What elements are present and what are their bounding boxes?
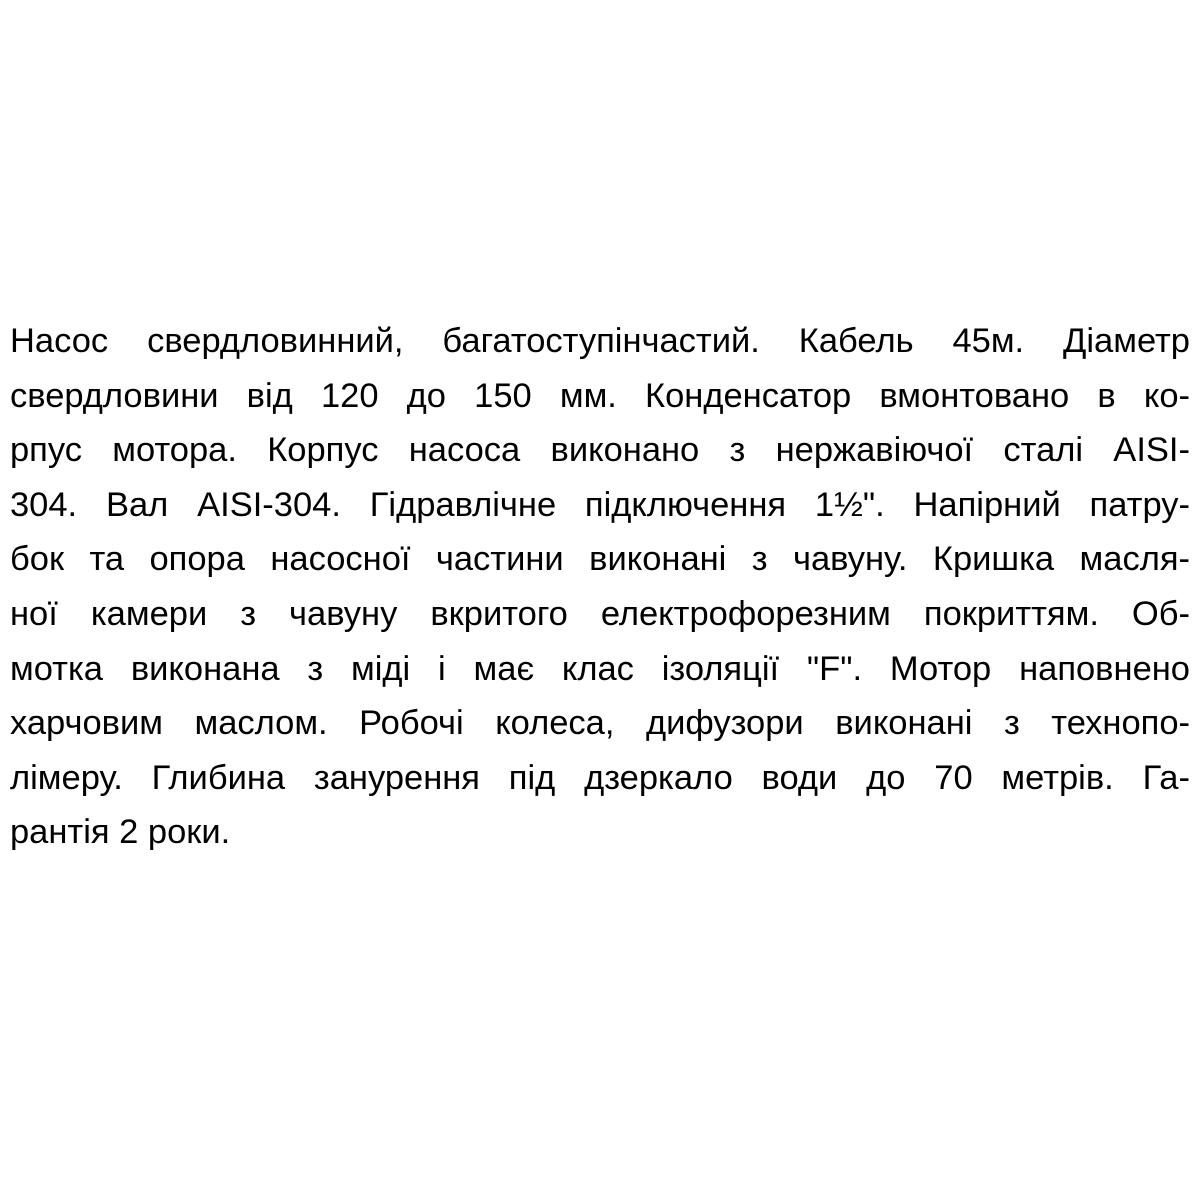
description-line-8: харчовим маслом. Робочі колеса, дифузори виконані з технопо-: [10, 704, 1190, 743]
description-line-3: рпус мотора. Корпус насоса виконано з нержавіючої сталі AISI-: [10, 431, 1190, 470]
description-line-4: 304. Вал AISI-304. Гідравлічне підключення 1½". Напірний патру-: [10, 485, 1190, 524]
description-line-9: лімеру. Глибина занурення під дзеркало води до 70 метрів. Га-: [10, 758, 1190, 797]
product-description: [10, 314, 1190, 860]
description-line-6: ної камери з чавуну вкритого електрофорезним покриттям. Об-: [10, 594, 1190, 633]
description-line-5: бок та опора насосної частини виконані з чавуну. Кришка масля-: [10, 540, 1190, 579]
description-line-7: мотка виконана з міді і має клас ізоляції "F". Мотор наповнено: [10, 649, 1190, 688]
description-line-2: свердловини від 120 до 150 мм. Конденсатор вмонтовано в ко-: [10, 376, 1190, 415]
description-line-10: рантія 2 роки.: [10, 813, 231, 852]
description-line-1: Насос свердловинний, багатоступінчастий. Кабель 45м. Діаметр: [10, 322, 1190, 360]
